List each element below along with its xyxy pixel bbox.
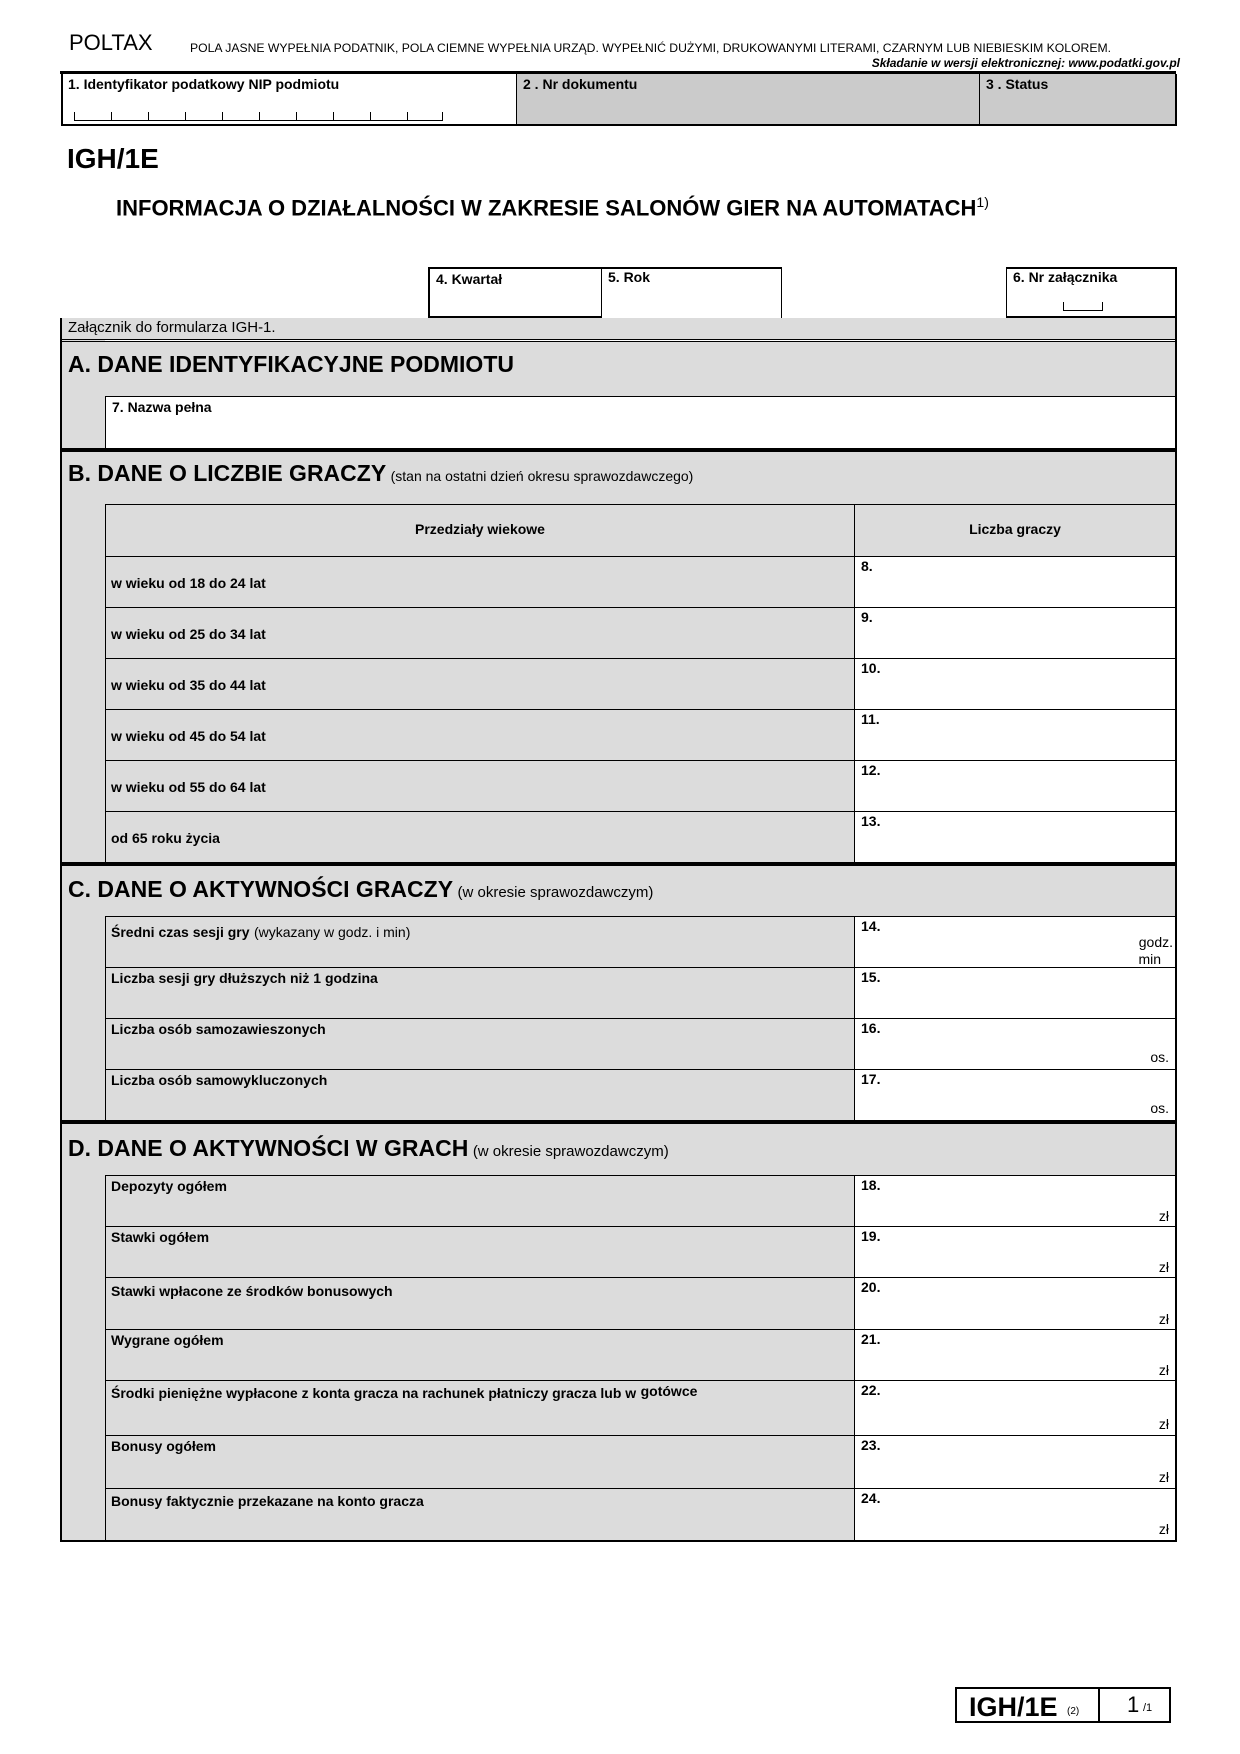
nip-digit-box <box>407 112 443 121</box>
count-column-header <box>854 504 1175 556</box>
poltax-brand: POLTAX <box>69 30 153 55</box>
quarter-label: 4. Kwartał <box>436 271 503 287</box>
field-number: 16. <box>861 1020 881 1036</box>
players-35-44-field[interactable] <box>854 658 1175 709</box>
document-number-label: 2 . Nr dokumentu <box>523 76 638 92</box>
row-label: Liczba sesji gry dłuższych niż 1 godzina <box>111 970 378 986</box>
players-55-64-field[interactable] <box>854 760 1175 811</box>
annex-note-row <box>62 318 1175 340</box>
unit-persons: os. <box>1150 1049 1169 1065</box>
table-row <box>105 1435 854 1488</box>
form-code: IGH/1E <box>67 143 159 174</box>
nip-digit-box <box>370 112 407 121</box>
nip-digit-box <box>296 112 333 121</box>
electronic-filing-note: Składanie w wersji elektronicznej: www.podatki.gov.pl <box>871 56 1180 70</box>
unit-persons: os. <box>1150 1100 1169 1116</box>
nip-digit-box <box>222 112 259 121</box>
document-number-field <box>517 74 980 126</box>
field-number: 13. <box>861 813 881 829</box>
table-row <box>105 967 854 1018</box>
footer-version: (2) <box>1067 1706 1080 1717</box>
age-range-label: w wieku od 35 do 44 lat <box>111 677 266 693</box>
footer-page-box <box>1100 1687 1171 1723</box>
table-row <box>105 1277 854 1329</box>
age-range-label: w wieku od 18 do 24 lat <box>111 575 266 591</box>
deposits-total-field[interactable] <box>854 1175 1175 1226</box>
nip-digit-box <box>148 112 185 121</box>
row-label: Bonusy ogółem <box>111 1438 217 1454</box>
section-c-heading <box>68 876 653 903</box>
section-a-header <box>62 341 1175 396</box>
section-b-subtitle: (stan na ostatni dzień okresu sprawozdawczego) <box>390 468 694 484</box>
page-count: /1 <box>1143 1702 1153 1714</box>
table-row <box>105 1488 854 1540</box>
field-number: 12. <box>861 762 881 778</box>
section-a-title: A. DANE IDENTYFIKACYJNE PODMIOTU <box>68 351 514 377</box>
bonuses-transferred-field[interactable] <box>854 1488 1175 1540</box>
session-time-note: (wykazany w godz. i min) <box>253 924 411 940</box>
field-number: 17. <box>861 1071 881 1087</box>
form-title <box>116 194 989 221</box>
nip-digit-box <box>74 112 111 121</box>
field-number: 22. <box>861 1382 881 1398</box>
bonus-stakes-field[interactable] <box>854 1277 1175 1329</box>
table-row <box>105 1069 854 1120</box>
field-number: 9. <box>861 609 873 625</box>
row-label: Bonusy faktycznie przekazane na konto gracza <box>111 1493 424 1509</box>
field-number: 21. <box>861 1331 881 1347</box>
full-name-label: 7. Nazwa pełna <box>112 399 212 415</box>
table-row <box>105 1175 854 1226</box>
footer-form-code-box <box>955 1687 1100 1723</box>
field-number: 11. <box>861 711 880 727</box>
avg-session-time-field[interactable] <box>854 916 1175 967</box>
table-row <box>105 760 854 811</box>
fill-instruction: POLA JASNE WYPEŁNIA PODATNIK, POLA CIEMNE WYPEŁNIA URZĄD. WYPEŁNIĆ DUŻYMI, DRUKOWANYMI LITERAMI, CZARNYM LUB NIEBIESKIM KOLOREM. <box>190 41 1111 55</box>
age-column-header <box>105 504 854 556</box>
row-label <box>111 1385 697 1403</box>
page-number: 1 <box>1127 1692 1140 1717</box>
field-number: 15. <box>861 969 881 985</box>
age-range-label: w wieku od 55 do 64 lat <box>111 779 266 795</box>
field-number: 20. <box>861 1279 881 1295</box>
row-label: Liczba osób samozawieszonych <box>111 1021 326 1037</box>
unit-currency: zł <box>1158 1469 1169 1485</box>
section-c-title: C. DANE O AKTYWNOŚCI GRACZY <box>68 876 454 902</box>
field-number: 10. <box>861 660 881 676</box>
full-name-field[interactable] <box>105 396 1175 448</box>
nip-digit-box <box>111 112 148 121</box>
winnings-total-field[interactable] <box>854 1329 1175 1380</box>
field-number: 8. <box>861 558 873 574</box>
row-label-tail: gotówce <box>640 1383 698 1399</box>
table-row <box>105 916 854 967</box>
status-field <box>980 74 1177 126</box>
footer-form-code: IGH/1E <box>969 1692 1058 1722</box>
form-title-text: INFORMACJA O DZIAŁALNOŚCI W ZAKRESIE SALONÓW GIER NA AUTOMATACH <box>116 195 977 221</box>
players-25-34-field[interactable] <box>854 607 1175 658</box>
field-number: 19. <box>861 1228 881 1244</box>
unit-hours: godz. <box>1138 934 1173 950</box>
year-field[interactable] <box>602 267 782 318</box>
section-d-title: D. DANE O AKTYWNOŚCI W GRACH <box>68 1135 469 1161</box>
field-number: 24. <box>861 1490 881 1506</box>
field-number: 14. <box>861 918 881 934</box>
payouts-field[interactable] <box>854 1380 1175 1435</box>
bonuses-total-field[interactable] <box>854 1435 1175 1488</box>
row-label: Stawki ogółem <box>111 1229 210 1245</box>
table-row <box>105 607 854 658</box>
status-label: 3 . Status <box>986 76 1049 92</box>
unit-currency: zł <box>1158 1208 1169 1224</box>
row-label: Stawki wpłacone ze środków bonusowych <box>111 1283 393 1299</box>
unit-currency: zł <box>1158 1259 1169 1275</box>
session-time-label <box>111 924 410 942</box>
row-label: Wygrane ogółem <box>111 1332 224 1348</box>
table-row <box>105 1380 854 1435</box>
unit-minutes: min <box>1138 951 1161 967</box>
field-number: 18. <box>861 1177 881 1193</box>
attachment-number-label: 6. Nr załącznika <box>1013 269 1118 285</box>
long-sessions-field[interactable] <box>854 967 1175 1018</box>
table-row <box>105 1018 854 1069</box>
field-number: 23. <box>861 1437 881 1453</box>
section-d-subtitle: (w okresie sprawozdawczym) <box>472 1143 669 1160</box>
table-row <box>105 709 854 760</box>
year-label: 5. Rok <box>608 269 651 285</box>
unit-currency: zł <box>1158 1311 1169 1327</box>
stakes-total-field[interactable] <box>854 1226 1175 1277</box>
unit-currency: zł <box>1158 1521 1169 1537</box>
players-45-54-field[interactable] <box>854 709 1175 760</box>
quarter-field[interactable] <box>428 267 602 318</box>
row-label: Depozyty ogółem <box>111 1178 227 1194</box>
nip-label: 1. Identyfikator podatkowy NIP podmiotu <box>68 76 340 92</box>
nip-digit-box <box>185 112 222 121</box>
left-gutter <box>62 318 105 1540</box>
annex-note: Załącznik do formularza IGH-1. <box>68 319 276 336</box>
nip-digit-box <box>333 112 370 121</box>
nip-digit-box <box>259 112 296 121</box>
unit-currency: zł <box>1158 1416 1169 1432</box>
players-65-plus-field[interactable] <box>854 811 1175 862</box>
unit-currency: zł <box>1158 1362 1169 1378</box>
table-row <box>105 811 854 862</box>
self-excluded-field[interactable] <box>854 1069 1175 1120</box>
age-range-label: w wieku od 45 do 54 lat <box>111 728 266 744</box>
table-row <box>105 658 854 709</box>
row-label-main: Środki pieniężne wypłacone z konta gracza na rachunek płatniczy gracza lub w <box>111 1385 637 1401</box>
section-b-title: B. DANE O LICZBIE GRACZY <box>68 460 387 486</box>
attachment-number-field[interactable] <box>1006 267 1177 318</box>
table-row <box>105 1226 854 1277</box>
age-column-label: Przedziały wiekowe <box>415 521 545 537</box>
row-label: Liczba osób samowykluczonych <box>111 1072 328 1088</box>
self-suspended-field[interactable] <box>854 1018 1175 1069</box>
attachment-number-box <box>1063 302 1103 311</box>
table-row <box>105 556 854 607</box>
age-range-label: w wieku od 25 do 34 lat <box>111 626 266 642</box>
count-column-label: Liczba graczy <box>969 521 1061 537</box>
section-b-heading <box>68 460 693 487</box>
session-time-title: Średni czas sesji gry <box>111 924 250 940</box>
table-row <box>105 1329 854 1380</box>
section-d-heading <box>68 1135 669 1162</box>
age-range-label: od 65 roku życia <box>111 830 220 846</box>
section-c-subtitle: (w okresie sprawozdawczym) <box>457 884 654 901</box>
form-title-footnote: 1) <box>976 194 989 210</box>
players-18-24-field[interactable] <box>854 556 1175 607</box>
